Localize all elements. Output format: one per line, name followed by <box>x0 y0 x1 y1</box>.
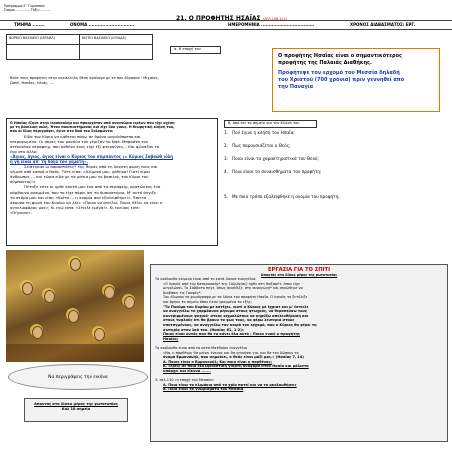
story-p11: το στόμα μου και είπε: «Κοίτα ... η ανομία σου εξαλείφθηκε!». Έπειτα <box>10 194 147 200</box>
homework-line: στους τυφλούς ότι θα βρουν το φως τους, να φέρω λευτεριά στους <box>163 318 295 323</box>
story-p8: σύμπαντος!». <box>10 179 37 185</box>
homework-line: να αναγγείλω το χαρμόσυνο μήνυμα στους φτωχούς, να θεραπεύσω τους <box>163 309 307 314</box>
homework-line: Του έδωσαν το χειρόγραφο με τα λόγια του προφήτη Ησαΐα. Ο Ιησούς το ξετύλιξε <box>163 295 308 300</box>
north-cell[interactable] <box>7 45 80 60</box>
question-3 <box>224 156 319 161</box>
homework-line: «Να, η παρθένος θα μείνει έγκυος και θα γεννήσει γιο, και θα τον δώσουν το <box>163 350 299 355</box>
story-p1: Είδα τον Κύριο να κάθεται πάνω σε θρόνο μεγαλόπρεπο και <box>24 134 141 139</box>
story-p10: κάρβουνο αναμμένο, που το είχε πάρει απ' το θυσιαστήριο. Μ' αυτό άγγιξε <box>10 189 157 195</box>
story-intro-1: Ο Ησαΐας έζησε στην Ιερουσαλήμ και προερχόταν από αναγνώριο ιερέων που είχε σχέση <box>10 121 175 125</box>
header-school: Πρόγραμμα Ε΄ Γυμνασίου <box>4 4 45 8</box>
face-icon <box>104 286 115 299</box>
section-b-label: β. Από ότι το σημείο για την Κλήση του <box>224 120 317 128</box>
prophet-isaiah-icon <box>6 250 144 362</box>
story-p4: ένα στο άλλο: <box>10 149 38 155</box>
homework-line: συντριμμένους ψυχικά· στους αιχμαλώτους να κηρύξω απελευθέρωση και <box>163 313 309 318</box>
question-4-text: Ποια είναι τα συναισθήματα του προφήτη; <box>232 169 322 174</box>
homework-line: Ησαΐας; <box>163 336 179 341</box>
face-icon <box>94 328 105 341</box>
question-5 <box>224 194 340 199</box>
answer-box-line-1: Απαντάς στο δίσκο μέρος της φωτοτυπίας <box>34 402 118 406</box>
question-3-text: Ποιοι είναι τα χαρακτηριστικά του Θεού; <box>232 156 319 161</box>
info-line-2: προφήτης της Παλαιάς Διαθήκης. <box>278 60 372 66</box>
homework-line: μεγαλώσει. Το Σάββατο πήγε, όπως συνήθιζε, στη συναγωγή* και σηκώθηκε να <box>163 286 303 291</box>
field-name: ΟΝΟΜΑ .............................. <box>70 22 135 27</box>
story-quote-1: «Άγιος, άγιος, άγιος είναι ο Κύριος του σύμπαντος (= Κύριος Σαβαώθ )όλη <box>10 154 174 160</box>
prophets-line-2: Ωσηέ, Ησαΐας, Ηλίας, .... <box>10 80 55 85</box>
question-5-num: 5. <box>224 194 228 199</box>
face-icon <box>124 296 135 309</box>
info-line-1: Ο προφήτης Ησαΐας είναι ο σημαντικότερος <box>278 53 402 59</box>
info-line-5: την Παναγία <box>278 84 314 90</box>
homework-line: Α. Ποιος είναι ο Εμμανουήλ; Και ποια είναι η παρθένος; <box>163 359 272 364</box>
homework-line: υπάρχει και είκονα ....... <box>163 368 211 373</box>
homework-subtitle: Απαντάς στο δίσκο μέρος της φωτοτυπίας <box>260 273 338 277</box>
story-p9: Πέταξε τότε κι ήρθε κοντά μου ένα από τα σεραφείμ, κρατώντας ένα <box>24 184 161 190</box>
question-2-num: 2. <box>224 143 228 148</box>
question-1 <box>224 130 295 135</box>
question-5-text: Με ποιο τρόπο εξαλείφθηκε η ανομία του προφήτη; <box>232 194 340 199</box>
question-1-text: Πού έγινε η κλήση του Ησαΐα; <box>232 130 295 135</box>
homework-line: Το ακόλουθο κείμενο είναι από το κατά Λουκά ευαγγέλιο: <box>155 277 257 281</box>
prophets-line-1: Βάλε τους προφήτες στην κατάλληλη θέση ανάλογα με το που έδρασαν : Μιχαίας, <box>10 76 159 80</box>
story-p12: άκουσα τη φωνή του Κυρίου να λέει: «Ποιον να στείλω; Ποιος θέλει να γίνει ο <box>10 199 163 205</box>
homework-lines <box>155 277 443 392</box>
homework-title: ΕΡΓΑΣΙΑ ΓΙΑ ΤΟ ΣΠΙΤΙ <box>267 267 331 273</box>
homework-line: Β. Ξέρεις σε ποια εκκλησιαστική γιορτή αναφορά στον Ησαΐα και μάλιστα <box>163 364 309 369</box>
info-line-3: Προφήτεψε τον ερχομό του Μεσσία δηλαδή <box>278 70 400 76</box>
header-bar <box>0 20 452 30</box>
homework-line: σωτηρία στον λαό του. (Ησαΐας 61, 1-2)» <box>163 327 245 332</box>
story-p6: γέμισε από καπνό ο Ναός. Τότε είπα: «Αλίμονό μου, χάθηκα! Γιατί είμαι <box>10 169 150 175</box>
question-4-num: 4. <box>224 169 228 174</box>
south-kingdom-header: ΝΟΤΙΟ ΒΑΣΙΛΕΙΟ (ΙΟΥΔΑΣ) <box>80 35 153 45</box>
homework-line: και βρήκε το σημείο όπου ήταν γραμμένα τα εξής: <box>163 299 253 304</box>
south-cell[interactable] <box>80 45 153 60</box>
story-p5: Σείστηκαν οι παραστάτες* της θύρας από τη δυνατή φωνή τους και <box>24 164 158 170</box>
field-class: ΤΜΗΜΑ ........ <box>14 22 45 27</box>
story-intro-2: με τη βασιλική αυλή. Ήταν πανεπιστήμονας και είχε δύο γιους. Η θεωρητική κλήση του, <box>10 125 175 129</box>
story-p2: υπερυψωμένο. Οι άκρες του μανδύα του γέμιζαν το Ναό. Μπροστά του <box>10 139 149 145</box>
header-top <box>4 4 64 12</box>
kingdoms-table <box>6 34 153 60</box>
homework-line: όνομα Εμμανουήλ, που σημαίνει, ο Θεός είναι μαζί μας.» (Ησαΐας 7, 14) <box>163 355 304 360</box>
question-4 <box>224 169 321 174</box>
question-2-text: Πως παρουσιάζεται ο Θεός; <box>232 143 291 148</box>
epoch-label: α. Η εποχή του <box>170 46 221 54</box>
north-kingdom-header: ΒΟΡΕΙΟ ΒΑΣΙΛΕΙΟ (ΙΣΡΑΗΛ) <box>7 35 80 45</box>
answer-box-line-2: Καλ 10 σημεία <box>61 407 91 411</box>
face-icon <box>44 290 55 303</box>
question-2 <box>224 143 291 148</box>
homework-line: Ποιος είναι αυτός που θα τα κάνει όλα αυτά ; Ποιον ενοεί ο προφήτης <box>163 332 301 337</box>
question-1-num: 1. <box>224 130 228 135</box>
homework-box <box>150 264 448 442</box>
face-icon <box>22 282 33 295</box>
face-icon <box>68 310 79 323</box>
face-icon <box>70 258 81 271</box>
story-p14: «Πήγαινε». <box>10 209 32 215</box>
story-p13: αγγελιοφόρος μας»; Κι εγώ είπα: «Στείλε εμένα!». Κι εκείνος είπε: <box>10 204 140 210</box>
calling-story <box>6 118 218 246</box>
homework-line: 3. σελ.110 «η εποχή του Μεσσία» <box>155 378 214 383</box>
isaiah-info-box <box>272 48 440 112</box>
icon-base <box>6 344 144 362</box>
homework-line: υποταγμένους, να αναγγείλω τον καιρό του ερχομό, που ο Κύριος θα φέρει τη <box>163 322 317 327</box>
info-line-4: του Χριστού (700 χρόνια) πριν γεννηθεί από <box>278 77 405 83</box>
homework-line: "Το Πνεύμα του Κυρίου με κατέχει, γιατί ο Κύριος με έχρισε και μ' έστειλε <box>163 304 309 309</box>
field-reading-time: ΧΡΟΝΟΣ ΔΙΑΒΑΣΜΑΤΟΣ: ΕΡΓ. <box>350 22 416 27</box>
question-3-num: 3. <box>224 156 228 161</box>
story-intro-3: που οι ίδιος περιγράφει, έγινε στο Ναό του Σολομώντα: <box>10 129 114 133</box>
lesson-pages: (ΣΕΛ.108-111) <box>262 17 288 21</box>
homework-line: Α. Ποια είναι τα κλιμάκια από τα χρίο ποτεί και να το ακολουθήσεις <box>163 382 297 387</box>
answer-box-left <box>24 398 128 422</box>
describe-image-text: Να περιγράψεις την εικόνα <box>48 374 108 380</box>
describe-image-oval <box>8 364 148 390</box>
story-quote-2: η γη είναι απ' τη δόξα του γεμάτη». <box>10 159 89 165</box>
kingdoms-table-wrap <box>6 34 153 60</box>
homework-line: Το ακόλουθο είναι από το κατά Ματθαίον ευαγγέλιο <box>155 345 248 350</box>
field-date: ΗΜΕΡΟΜΗΝΙΑ ................................... <box>228 22 315 27</box>
homework-line: Β. Ποια είναι τα γνωρίσματα του Μεσσία <box>163 387 244 392</box>
header-name-class: Όνομα: ............. Τάξη: .......... <box>4 8 51 12</box>
story-p3: στέκονταν σεραφείμ, που καθένα τους είχε έξι φτερούγες... Και φώναζαν το <box>10 144 160 150</box>
homework-line: «Ο Ιησούς από την Καπερναούμ* της Γαλιλαίας) ήρθε στη Ναζαρέτ, όπου είχε <box>163 281 300 286</box>
story-p7: άνθρωπος ... και τώρα είδα με τα μάτια μου το βασιλιά, τον Κύριο του <box>10 174 149 180</box>
lesson-title-text: Ο ΠΡΟΦΗΤΗΣ ΗΣΑΪΑΣ <box>188 15 261 22</box>
lesson-number: 21. <box>176 15 187 22</box>
face-icon <box>32 326 43 339</box>
homework-line: διαβάσει τις Γραφές*. <box>163 290 202 295</box>
prophets-instruction <box>10 76 250 85</box>
